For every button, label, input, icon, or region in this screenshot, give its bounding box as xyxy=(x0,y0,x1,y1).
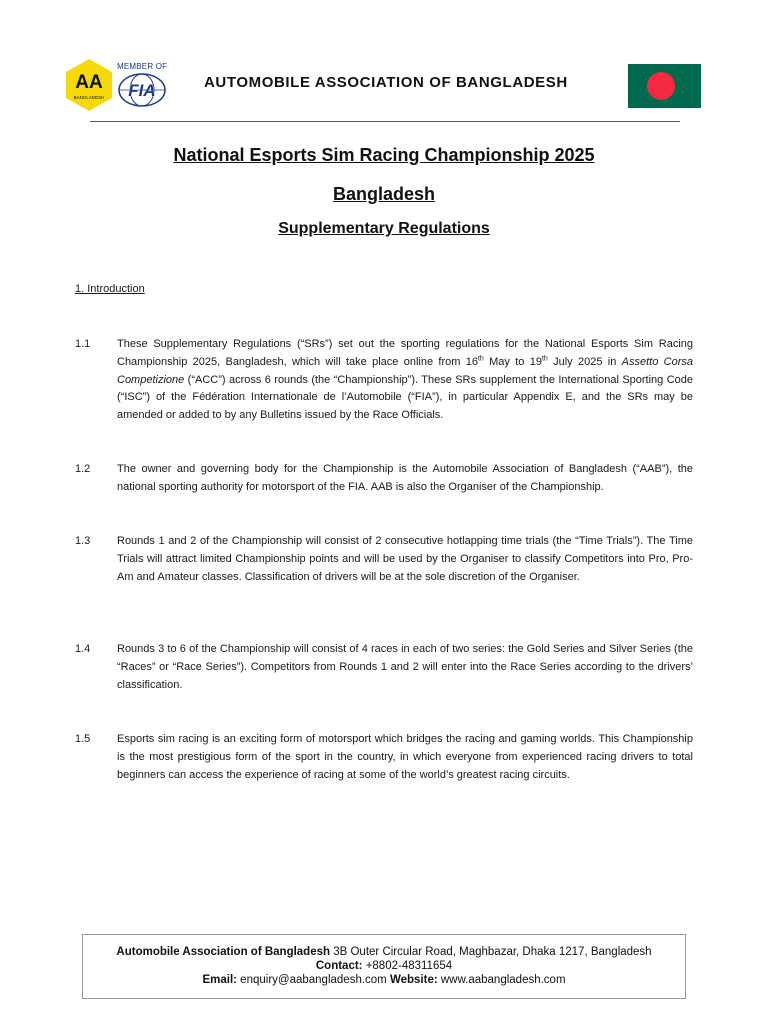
footer-address-line xyxy=(83,945,685,959)
footer-phone: +8802-48311654 xyxy=(362,960,453,972)
footer-contact-line xyxy=(83,959,685,973)
aa-logo-text: AA xyxy=(75,72,103,93)
clause-1-3 xyxy=(75,533,693,586)
document-subtitle: Supplementary Regulations xyxy=(278,220,490,237)
clause-text: Rounds 3 to 6 of the Championship will consist of 4 races in each of two series: the Gold Series and Silver Series (the “Races” or “Race Series”). Competitors from Rounds 1 and 2 will enter into the Race Series according to the drivers’ classification. xyxy=(117,643,693,691)
footer-website-label: Website: xyxy=(389,974,438,986)
clause-number: 1.2 xyxy=(75,463,91,475)
document-title: National Esports Sim Racing Championship 2025 xyxy=(173,145,595,165)
fia-logo-text: FIA xyxy=(128,81,156,100)
footer-contact-box xyxy=(82,934,686,999)
footer-contact-label: Contact: xyxy=(315,960,363,972)
member-of-label: MEMBER OF xyxy=(117,62,168,71)
clause-text: The owner and governing body for the Championship is the Automobile Association of Bangladesh (“AAB”), the national sporting authority for motorsport of the FIA. AAB is also the Organiser of the Championship. xyxy=(117,463,693,493)
clause-1-1 xyxy=(75,336,693,425)
bangladesh-flag-icon xyxy=(628,64,701,108)
aa-logo xyxy=(64,58,114,112)
clause-text: Rounds 1 and 2 of the Championship will consist of 2 consecutive hotlapping time trials (the “Time Trials”). The Time Trials will attract limited Championship points and will be used by the Organiser to classify Competitors into Pro, Pro-Am and Amateur classes. Classification of drivers will be at the sole discretion of the Organiser. xyxy=(117,535,693,583)
clause-number: 1.4 xyxy=(75,643,91,655)
clause-text: These Supplementary Regulations (“SRs”) set out the sporting regulations for the National Esports Sim Racing Championship 2025, Bangladesh, which will take place online from 16th May to 19th July 2025 in Assetto Corsa Competizione (“ACC”) across 6 rounds (the “Championship”). These SRs supplement the International Sporting Code (“ISC”) of the Fédération Internationale de l’Automobile (“FIA”), in particular Appendix E, and the SRs may be amended or added to by any Bulletins issued by the Race Officials. xyxy=(117,338,694,422)
clause-number: 1.5 xyxy=(75,733,91,745)
organisation-name: AUTOMOBILE ASSOCIATION OF BANGLADESH xyxy=(204,74,568,91)
footer-web-line xyxy=(83,973,685,987)
section-heading: 1. Introduction xyxy=(75,283,145,295)
clause-number: 1.3 xyxy=(75,535,91,547)
aa-logo-subtext: BANGLADESH xyxy=(73,95,105,100)
fia-logo xyxy=(118,71,170,107)
document-country: Bangladesh xyxy=(332,184,436,204)
clause-1-2 xyxy=(75,461,693,497)
clause-1-4 xyxy=(75,641,693,694)
footer-email-link[interactable]: enquiry@aabangladesh.com xyxy=(236,974,390,986)
footer-address: 3B Outer Circular Road, Maghbazar, Dhaka 1217, Bangladesh xyxy=(330,946,652,958)
header-divider xyxy=(90,121,680,122)
footer-website-link[interactable]: www.aabangladesh.com xyxy=(437,974,566,986)
footer-org-name: Automobile Association of Bangladesh xyxy=(116,946,331,958)
clause-number: 1.1 xyxy=(75,338,91,350)
flag-red-disc xyxy=(647,72,675,100)
clause-1-5 xyxy=(75,731,693,784)
footer-email-label: Email: xyxy=(202,974,237,986)
clause-text: Esports sim racing is an exciting form of motorsport which bridges the racing and gaming worlds. This Championship is the most prestigious form of the sport in the country, in which everyone from experienced racing drivers to total beginners can access the experience of racing at some of the world’s greatest racing circuits. xyxy=(117,733,693,781)
